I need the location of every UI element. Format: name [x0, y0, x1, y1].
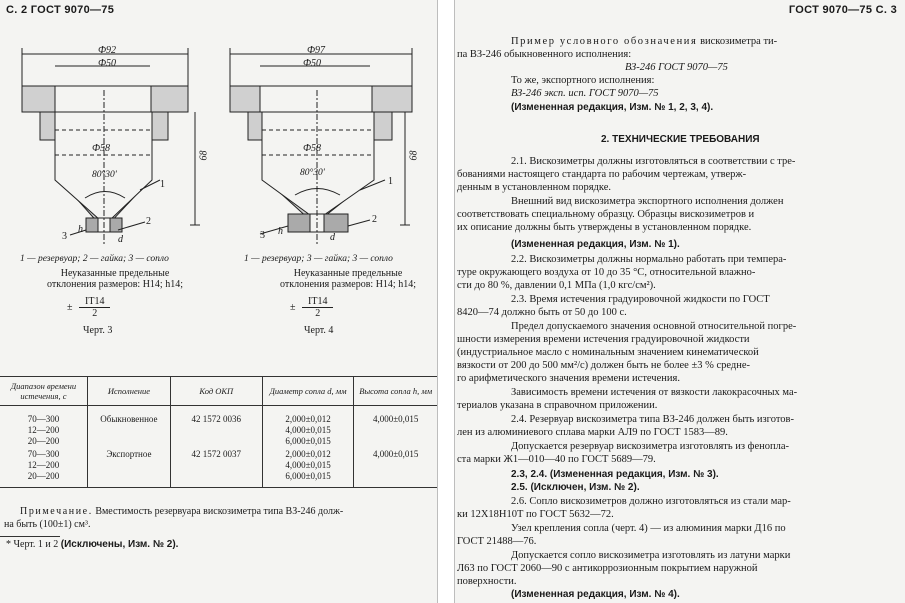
specifications-table [0, 376, 437, 488]
note-text-1: Вместимость резервуара вискозиметра типа ВЗ-246 долж- [95, 506, 344, 517]
text-line: 2.6. Сопло вискозиметров должно изготовляться из стали мар- [511, 496, 791, 507]
fig3-caption: 1 — резервуар; 2 — гайка; 3 — сопло [20, 254, 169, 264]
designation-2: ВЗ-246 эксп. исп. ГОСТ 9070—75 [511, 88, 659, 99]
text-line: Внешний вид вискозиметра экспортного исполнения должен [511, 196, 784, 207]
fig4-caption: 1 — резервуар; 3 — гайка; 3 — сопло [244, 254, 393, 264]
diameter-value: 2,000±0,012 [285, 449, 331, 459]
fig3-label-d: d [118, 234, 123, 245]
table-cell-ranges [0, 406, 87, 449]
section-title: 2. ТЕХНИЧЕСКИЕ ТРЕБОВАНИЯ [601, 134, 760, 145]
text-line: сти до 80 %, давлении 0,1 МПа (1,0 кгс/см²). [457, 280, 656, 291]
revision-note: (Измененная редакция, Изм. № 1). [511, 239, 680, 250]
text-line: вязкости от 200 до 500 мм²/с) должен быть не более ±3 % средне- [457, 360, 751, 371]
fig4-frac-prefix: ± [290, 302, 296, 313]
fig4-dim-outer: Ф97 [307, 45, 326, 56]
example-tail: вискозиметра ти- [697, 36, 778, 47]
right-page-header: ГОСТ 9070—75 С. 3 [788, 4, 897, 16]
table-row [0, 448, 437, 488]
fig3-note [40, 268, 190, 290]
table-cell-okp: 42 1572 0036 [170, 406, 262, 449]
example-line-2: па ВЗ-246 обыкновенного исполнения: [457, 49, 632, 60]
fig3-frac-den: 2 [92, 308, 98, 319]
diameter-value: 2,000±0,012 [285, 414, 331, 424]
diameter-value: 4,000±0,015 [285, 425, 331, 435]
fig4-chert: Черт. 4 [304, 325, 334, 336]
col-header-diameter: Диаметр сопла d, мм [262, 377, 354, 406]
fig4-angle: 80°30' [300, 168, 325, 178]
fig4-label-h: h [278, 226, 283, 237]
text-line: ки 12Х18Н10Т по ГОСТ 5632—72. [457, 509, 614, 520]
text-line: (индустриальное масло с номинальным значением кинематической [457, 347, 759, 358]
fig4-dim-height: 68 [408, 150, 420, 161]
footnote-divider [0, 536, 60, 537]
text-line: поверхности. [457, 576, 517, 587]
table-cell-okp: 42 1572 0037 [170, 448, 262, 488]
note-text-2: на быть (100±1) см³. [4, 519, 91, 530]
fig3-frac-prefix: ± [67, 302, 73, 313]
left-page [0, 0, 437, 603]
fig4-note [268, 268, 428, 290]
fig3-frac-num: IT14 [79, 296, 110, 308]
table-row [0, 406, 437, 449]
text-line: 8420—74 должно быть от 50 до 100 с. [457, 307, 627, 318]
table-cell-ranges [0, 448, 87, 488]
range-value: 20—200 [27, 471, 60, 481]
fig4-label-2: 2 [372, 214, 377, 225]
text-line: денным в установленном порядке. [457, 182, 611, 193]
col-header-time-range: Диапазон времени истечения, с [0, 377, 87, 406]
fig4-label-3: 3 [260, 230, 265, 241]
text-line: 2.4. Резервуар вискозиметра типа ВЗ-246 должен быть изготов- [511, 414, 794, 425]
figure-4-drawing [220, 30, 435, 260]
diameter-value: 6,000±0,015 [285, 471, 331, 481]
col-header-version: Исполнение [87, 377, 170, 406]
text-line: соответствовать специальному образцу. Образцы вискозиметров и [457, 209, 755, 220]
text-line: Допускается сопло вискозиметра изготовлять из латуни марки [511, 550, 791, 561]
example-title: Пример условного обозначения [511, 36, 698, 47]
text-line: Узел крепления сопла (черт. 4) — из алюминия марки Д16 по [511, 523, 786, 534]
text-line: шности измерения времени истечения градуировочной жидкости [457, 334, 750, 345]
revision-note: 2.5. (Исключен, Изм. № 2). [511, 482, 640, 493]
revision-note-1: (Измененная редакция, Изм. № 1, 2, 3, 4). [511, 102, 714, 113]
fig4-label-d: d [330, 232, 335, 243]
text-line: териалов указана в справочном приложении. [457, 400, 658, 411]
designation-1: ВЗ-246 ГОСТ 9070—75 [625, 62, 728, 73]
text-line: Зависимость времени истечения от вязкости лакокрасочных ма- [511, 387, 798, 398]
text-line: 2.3. Время истечения градуировочной жидкости по ГОСТ [511, 294, 770, 305]
left-page-header: С. 2 ГОСТ 9070—75 [6, 4, 115, 16]
table-header-row [0, 377, 437, 406]
range-value: 12—200 [27, 460, 60, 470]
col-header-height: Высота сопла h, мм [354, 377, 437, 406]
book-gutter [437, 0, 455, 603]
text-line: бованиями настоящего стандарта по рабочим чертежам, утверж- [457, 169, 747, 180]
fig4-note-line2: отклонения размеров: Н14; h14; [280, 279, 416, 290]
col-header-okp: Код ОКП [170, 377, 262, 406]
fig3-tolerance [67, 296, 110, 319]
fig4-label-1: 1 [388, 176, 393, 187]
range-value: 20—200 [27, 436, 60, 446]
fig3-label-1: 1 [160, 179, 165, 190]
fig4-dim-inner: Ф50 [303, 58, 322, 69]
text-line: лен из алюминиевого сплава марки АЛ9 по ГОСТ 1583—89. [457, 427, 728, 438]
table-note [20, 506, 343, 517]
fig3-dim-inner: Ф50 [98, 58, 117, 69]
footnote [6, 539, 178, 550]
text-line: их описание должны быть утверждены в установленном порядке. [457, 222, 752, 233]
range-value: 12—200 [27, 425, 60, 435]
fig4-dim-body: Ф58 [303, 143, 322, 154]
fig3-dim-outer: Ф92 [98, 45, 117, 56]
text-line: ста марки Ж1—010—40 по ГОСТ 5689—79. [457, 454, 656, 465]
revision-note: 2.3, 2.4. (Измененная редакция, Изм. № 3). [511, 469, 719, 480]
revision-note: (Измененная редакция, Изм. № 4). [511, 589, 680, 600]
text-line: 2.1. Вискозиметры должны изготовляться в соответствии с тре- [511, 156, 796, 167]
text-line: 2.2. Вискозиметры должны нормально работать при темпера- [511, 254, 787, 265]
table-cell-diameters [262, 448, 354, 488]
fig3-label-2: 2 [146, 216, 151, 227]
text-line: Допускается резервуар вискозиметра изготовлять из фенопла- [511, 441, 790, 452]
fig3-label-3: 3 [62, 231, 67, 242]
text-line: туре окружающего воздуха от 10 до 35 °С, относительной влажно- [457, 267, 756, 278]
table-cell-height: 4,000±0,015 [354, 406, 437, 449]
range-value: 70—300 [27, 449, 60, 459]
fig3-label-h: h [78, 224, 83, 235]
fig3-note-line1: Неуказанные предельные [60, 268, 170, 279]
text-line: ГОСТ 21488—76. [457, 536, 537, 547]
right-page [455, 0, 905, 603]
fig4-tolerance [290, 296, 333, 319]
fig4-frac-num: IT14 [302, 296, 333, 308]
table-cell-version: Обыкновенное [87, 406, 170, 449]
note-label: Примечание. [20, 506, 93, 517]
diameter-value: 6,000±0,015 [285, 436, 331, 446]
table-cell-version: Экспортное [87, 448, 170, 488]
table-cell-height: 4,000±0,015 [354, 448, 437, 488]
fig3-chert: Черт. 3 [83, 325, 113, 336]
fig3-angle: 80°30' [92, 170, 117, 180]
text-line: Предел допускаемого значения основной относительной погре- [511, 321, 797, 332]
fig4-frac-den: 2 [315, 308, 321, 319]
footnote-status: (Исключены, Изм. № 2). [60, 539, 179, 550]
footnote-ref: * Черт. 1 и 2 [6, 539, 61, 550]
export-label: То же, экспортного исполнения: [511, 75, 655, 86]
table-cell-diameters [262, 406, 354, 449]
text-line: Л63 по ГОСТ 2060—90 с антикоррозионным покрытием наружной [457, 563, 758, 574]
fig4-note-line1: Неуказанные предельные [293, 268, 403, 279]
fig3-note-line2: отклонения размеров: Н14; h14; [47, 279, 183, 290]
diameter-value: 4,000±0,015 [285, 460, 331, 470]
range-value: 70—300 [27, 414, 60, 424]
example-heading [511, 35, 777, 48]
fig3-dim-body: Ф58 [92, 143, 111, 154]
text-line: го арифметического значения времени истечения. [457, 373, 680, 384]
fig3-dim-height: 68 [198, 150, 210, 161]
